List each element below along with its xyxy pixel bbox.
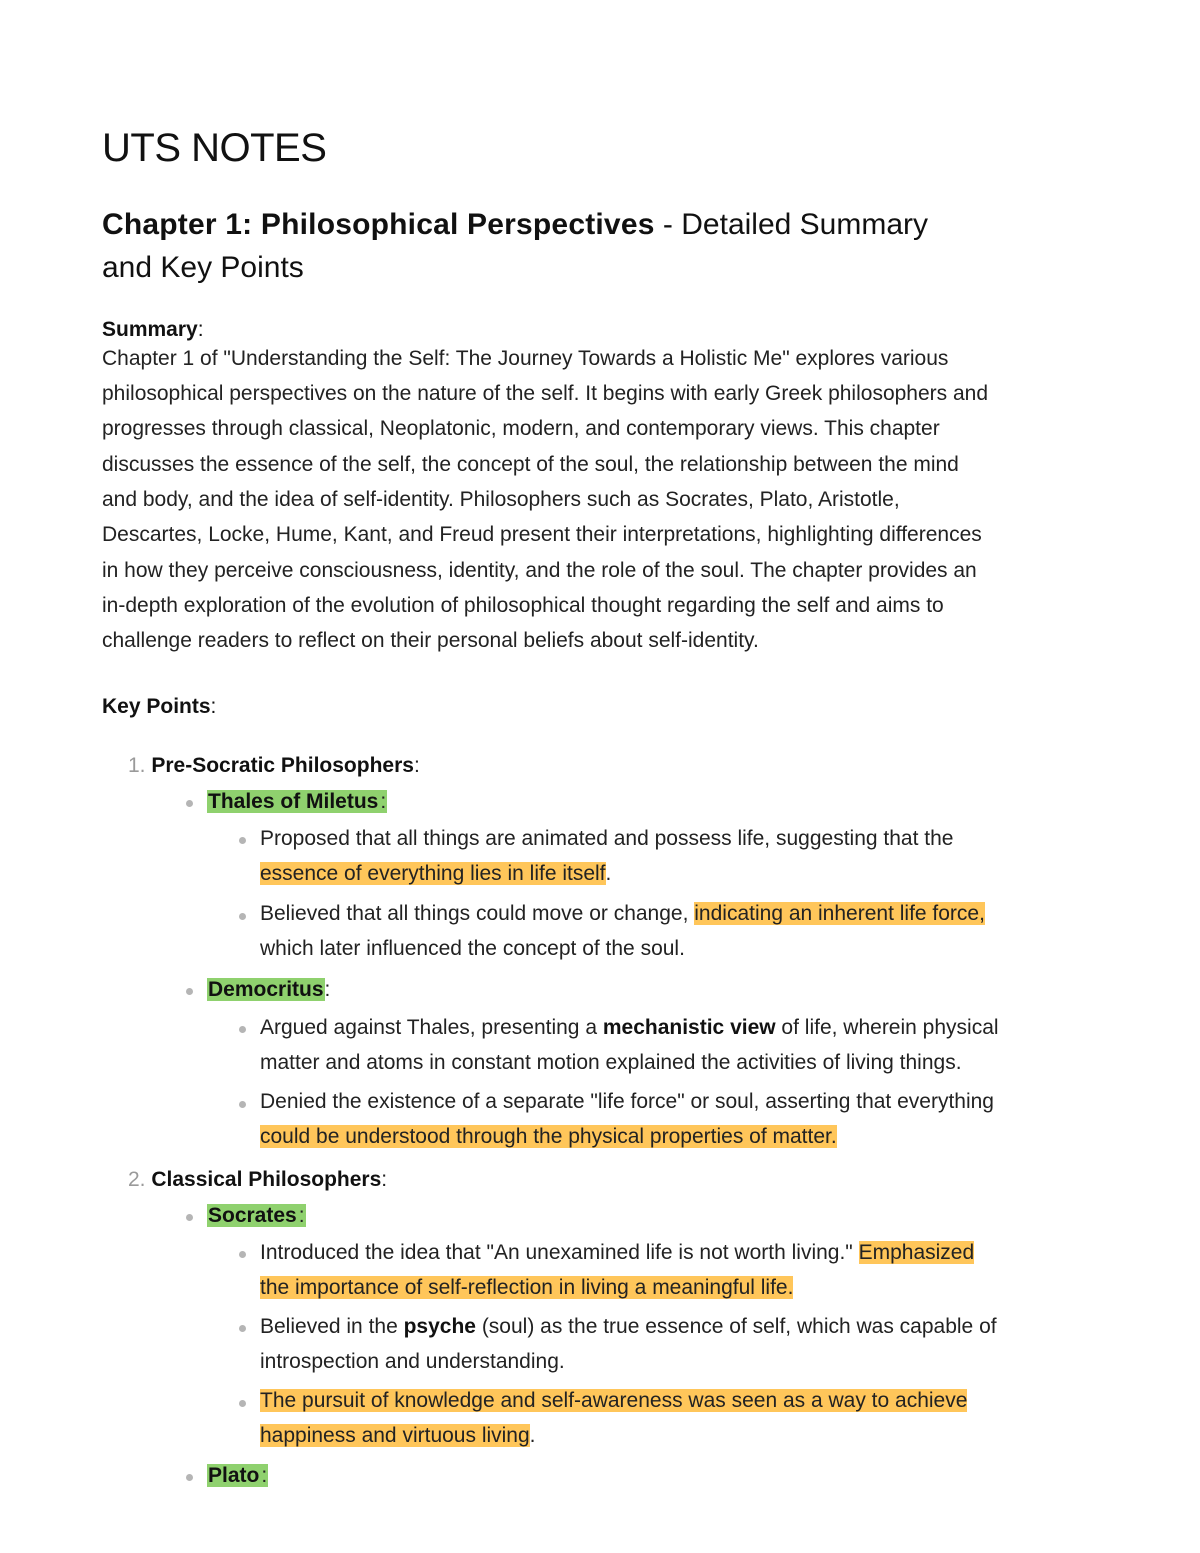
point-text [260, 1125, 837, 1149]
summary-line: philosophical perspectives on the nature of the self. It begins with early Greek philosophers and [102, 382, 989, 405]
bullet-icon [239, 913, 246, 920]
list-number: 1. [128, 754, 146, 777]
philosopher-name: Democritus [208, 978, 324, 1001]
bullet-icon [186, 1214, 193, 1221]
bullet-icon [239, 1101, 246, 1108]
bold-term: psyche [403, 1315, 476, 1338]
bullet-icon [186, 988, 193, 995]
point-text: introspection and understanding. [260, 1350, 565, 1373]
point-text: Denied the existence of a separate "life force" or soul, asserting that everything [260, 1090, 994, 1113]
point-text [260, 1016, 999, 1040]
summary-line: Descartes, Locke, Hume, Kant, and Freud present their interpretations, highlighting differences [102, 523, 982, 546]
point-text-end: of life, wherein physical [775, 1016, 999, 1039]
document-title: UTS NOTES [102, 126, 327, 170]
list-item-section-2: 2. Classical Philosophers: [128, 1168, 388, 1191]
point-text-start: Introduced the idea that "An unexamined life is not worth living." [260, 1241, 859, 1264]
point-text-start: Believed that all things could move or change, [260, 902, 695, 925]
philosopher-thales: Thales of Miletus: [208, 790, 387, 813]
bold-term: mechanistic view [602, 1016, 776, 1039]
bullet-icon [239, 1026, 246, 1033]
philosopher-democritus: Democritus: [208, 978, 331, 1001]
summary-line: in how they perceive consciousness, identity, and the role of the soul. The chapter provides an [102, 559, 977, 582]
summary-line: Chapter 1 of "Understanding the Self: The Journey Towards a Holistic Me" explores various [102, 347, 949, 370]
point-text: Proposed that all things are animated and possess life, suggesting that the [260, 827, 954, 850]
highlight: happiness and virtuous living [260, 1424, 530, 1447]
summary-line: discusses the essence of the self, the concept of the soul, the relationship between the mind [102, 453, 959, 476]
highlight: could be understood through the physical properties of matter. [260, 1125, 837, 1148]
point-text-end: . [529, 1424, 536, 1447]
highlight: The pursuit of knowledge and self-awareness was seen as a way to achieve [260, 1389, 968, 1412]
highlight: Emphasized [858, 1241, 975, 1264]
chapter-heading-bold: Chapter 1: Philosophical Perspectives [102, 208, 655, 241]
list-item-section-1: 1. Pre-Socratic Philosophers: [128, 754, 420, 777]
section-title: Classical Philosophers [151, 1168, 382, 1191]
bullet-icon [239, 1325, 246, 1332]
bullet-icon [239, 1251, 246, 1258]
point-text [260, 1315, 997, 1339]
point-text [260, 1276, 793, 1300]
section-title: Pre-Socratic Philosophers [151, 754, 414, 777]
chapter-heading [102, 203, 1112, 289]
point-text: which later influenced the concept of the soul. [260, 937, 685, 960]
point-text: matter and atoms in constant motion explained the activities of living things. [260, 1051, 962, 1074]
list-number: 2. [128, 1168, 146, 1191]
bullet-icon [239, 837, 246, 844]
summary-label-wrap: Summary: [102, 318, 204, 341]
point-text [260, 902, 985, 926]
summary-line: in-depth exploration of the evolution of philosophical thought regarding the self and aims to [102, 594, 944, 617]
key-points-label-wrap: Key Points: [102, 695, 217, 718]
philosopher-name: Socrates [208, 1204, 297, 1227]
philosopher-name: Plato [208, 1464, 260, 1487]
point-text [260, 1389, 967, 1413]
summary-line: challenge readers to reflect on their personal beliefs about self-identity. [102, 629, 759, 652]
chapter-heading-rest-line2: and Key Points [102, 251, 304, 284]
summary-line: progresses through classical, Neoplatonic, modern, and contemporary views. This chapter [102, 417, 940, 440]
key-points-label: Key Points [102, 695, 211, 718]
point-text-start: Believed in the [260, 1315, 404, 1338]
philosopher-name: Thales of Miletus [208, 790, 379, 813]
point-text-end: . [605, 862, 612, 885]
philosopher-plato: Plato: [208, 1464, 268, 1487]
highlight: the importance of self-reflection in living a meaningful life. [260, 1276, 794, 1299]
chapter-heading-rest: - Detailed Summary [654, 208, 929, 241]
summary-label: Summary [102, 318, 198, 341]
bullet-icon [186, 1474, 193, 1481]
highlight: essence of everything lies in life itself [260, 862, 606, 885]
point-text-start: Argued against Thales, presenting a [260, 1016, 603, 1039]
point-text [260, 862, 611, 886]
summary-line: and body, and the idea of self-identity. Philosophers such as Socrates, Plato, Aristotle, [102, 488, 900, 511]
point-text [260, 1241, 974, 1265]
bullet-icon [239, 1400, 246, 1407]
philosopher-socrates: Socrates: [208, 1204, 305, 1227]
point-text-end: (soul) as the true essence of self, which was capable of [475, 1315, 997, 1338]
point-text [260, 1424, 536, 1448]
bullet-icon [186, 800, 193, 807]
highlight: indicating an inherent life force, [694, 902, 985, 925]
